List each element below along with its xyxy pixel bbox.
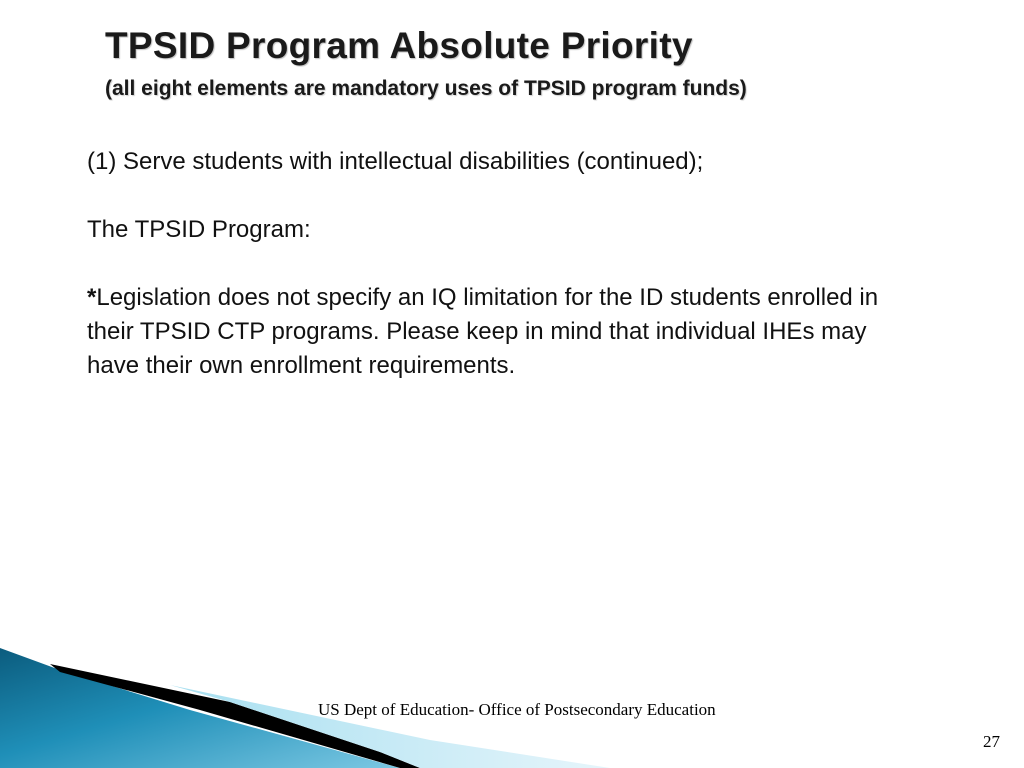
slide-title: TPSID Program Absolute Priority [105,25,693,66]
page-number: 27 [983,732,1000,751]
slide-body [87,145,917,383]
body-line-program-heading: The TPSID Program: [87,216,311,243]
body-line-serve-students: (1) Serve students with intellectual disabilities (continued); [87,148,704,175]
spacer [87,179,917,213]
slide-subtitle: (all eight elements are mandatory uses of TPSID program funds) [105,77,747,100]
legislation-text: Legislation does not specify an IQ limitation for the ID students enrolled in their TPSID CTP programs. Please keep in mind that individual IHEs may have their own enrollment requirements. [87,284,879,379]
footer-organization: US Dept of Education- Office of Postsecondary Education [318,700,716,719]
body-paragraph-legislation [87,281,917,383]
asterisk-marker: * [87,284,97,311]
spacer [87,247,917,281]
